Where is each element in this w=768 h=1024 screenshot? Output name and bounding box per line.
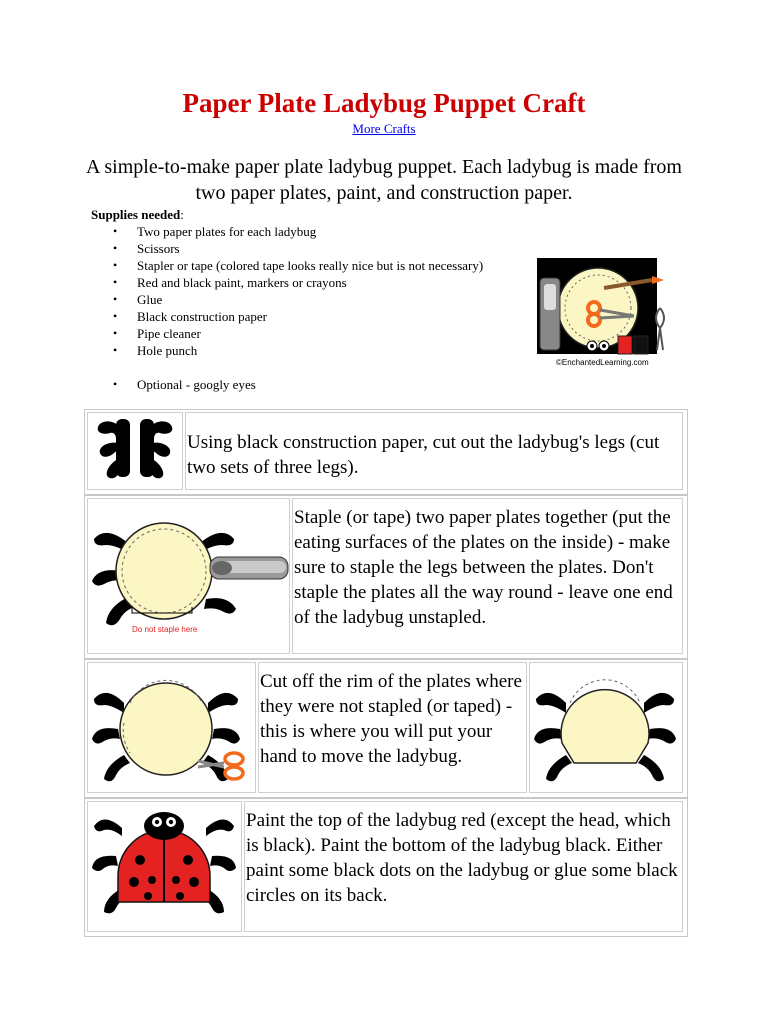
step-image-cell	[87, 662, 256, 793]
list-item: • Two paper plates for each ladybug	[91, 223, 511, 240]
step-row-4	[84, 798, 688, 937]
intro-text: A simple-to-make paper plate ladybug puppet. Each ladybug is made from two paper plates, paint, and construction paper.	[86, 156, 682, 204]
step-text-cell	[185, 412, 683, 490]
stapled-plates-illustration	[88, 499, 289, 653]
step-text: Staple (or tape) two paper plates together (put the eating surfaces of the plates on the inside) - make sure to staple the legs between the plates. Don't staple the plates all the way round - leave one end of the ladybug unstapled.	[294, 507, 673, 628]
step-text-cell	[244, 801, 683, 932]
supplies-label: Supplies needed	[91, 207, 181, 222]
staple-caption: Do not staple here	[132, 625, 198, 634]
step-image-cell	[529, 662, 683, 793]
list-item: • Stapler or tape (colored tape looks really nice but is not necessary)	[91, 257, 511, 274]
painted-ladybug-illustration	[88, 802, 241, 931]
image-credit: ©EnchantedLearning.com	[556, 358, 649, 367]
list-item: • Optional - googly eyes	[91, 376, 511, 393]
step-text-cell	[258, 662, 527, 793]
supplies-heading	[91, 207, 184, 223]
list-item: • Black construction paper	[91, 308, 511, 325]
list-item: • Red and black paint, markers or crayons	[91, 274, 511, 291]
step-image-cell	[87, 412, 183, 490]
step-text-cell	[292, 498, 683, 654]
page-title: Paper Plate Ladybug Puppet Craft	[182, 88, 586, 118]
list-item: • Scissors	[91, 240, 511, 257]
step-image-cell	[87, 498, 290, 654]
list-item: • Pipe cleaner	[91, 325, 511, 342]
legs-illustration	[88, 413, 182, 489]
more-crafts-link[interactable]: More Crafts	[352, 121, 416, 136]
step-text: Using black construction paper, cut out the ladybug's legs (cut two sets of three legs).	[187, 432, 660, 478]
supplies-illustration	[534, 258, 668, 372]
step-image-cell	[87, 801, 242, 932]
list-item: • Glue	[91, 291, 511, 308]
trimmed-plate-illustration	[530, 663, 682, 792]
step-row-1	[84, 409, 688, 495]
supplies-list	[91, 223, 511, 393]
step-text: Paint the top of the ladybug red (except the head, which is black). Paint the bottom of the ladybug black. Either paint some black dots on the ladybug or glue some black circles on its back.	[246, 810, 678, 906]
supplies-colon: :	[180, 207, 184, 222]
list-item: • Hole punch	[91, 342, 511, 359]
cut-rim-illustration	[88, 663, 255, 792]
step-text: Cut off the rim of the plates where they were not stapled (or taped) - this is where you will put your hand to move the ladybug.	[260, 671, 522, 767]
step-row-3	[84, 659, 688, 798]
step-row-2	[84, 495, 688, 659]
